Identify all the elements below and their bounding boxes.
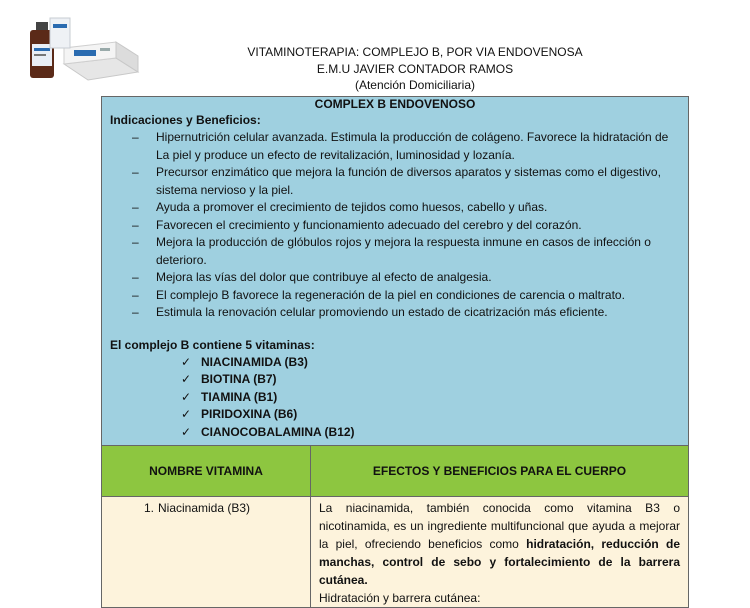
benefit-text: Favorecen el crecimiento y funcionamiento adecuado del cerebro y del corazón. (156, 217, 582, 232)
vitamin-item (110, 354, 680, 372)
table-row (102, 497, 688, 607)
dash-bullet: – (132, 287, 139, 302)
benefit-text: Mejora la producción de glóbulos rojos y mejora la respuesta inmune en casos de infección o deterioro. (156, 235, 651, 267)
content-table (101, 96, 689, 608)
benefit-text: Ayuda a promover el crecimiento de tejidos como huesos, cabello y uñas. (156, 200, 548, 214)
effects-text-bold: hidratación, reducción de manchas, control de sebo y fortalecimiento de la barrera cutánea. (319, 537, 680, 587)
benefit-text: Precursor enzimático que mejora la función de diversos aparatos y sistemas como el digestivo, sistema nervioso y la piel. (156, 165, 661, 197)
small-box (50, 18, 70, 48)
document-header (100, 44, 730, 94)
benefit-item (110, 164, 680, 199)
check-icon: ✓ (181, 389, 192, 404)
vitamin-name: PIRIDOXINA (B6) (201, 407, 298, 421)
row-vitamin-name: Niacinamida (B3) (158, 501, 251, 515)
vitamin-name-cell (102, 497, 311, 607)
benefits-list (110, 129, 680, 322)
benefit-item (110, 199, 680, 217)
dash-bullet: – (132, 165, 139, 179)
header-title: VITAMINOTERAPIA: COMPLEJO B, POR VIA ENDOVENOSA (247, 45, 583, 59)
row-number: 1. (143, 501, 154, 515)
indications-heading: Indicaciones y Beneficios: (110, 113, 261, 127)
benefit-item (110, 129, 680, 164)
section-title: COMPLEX B ENDOVENOSO (314, 97, 476, 111)
table-header-row (102, 445, 688, 497)
dash-bullet: – (132, 270, 139, 284)
check-icon: ✓ (181, 407, 192, 421)
benefit-item (110, 269, 680, 287)
check-icon: ✓ (181, 424, 192, 439)
vitamin-name: NIACINAMIDA (B3) (201, 354, 308, 369)
dash-bullet: – (132, 217, 139, 232)
benefit-text: El complejo B favorece la regeneración de la piel en condiciones de carencia o maltrato. (156, 287, 625, 302)
header-subtitle: (Atención Domiciliaria) (354, 78, 476, 92)
benefit-item (110, 217, 680, 235)
vitamin-name: TIAMINA (B1) (201, 389, 278, 404)
benefit-item (110, 287, 680, 305)
vitamins-heading: El complejo B contiene 5 vitaminas: (110, 337, 315, 352)
effects-subheading: Hidratación y barrera cutánea: (319, 591, 481, 605)
effects-text: La niacinamida, también conocida como vitamina B3 o nicotinamida, es un ingrediente multifuncional que ayuda a mejorar la piel, ofreciendo beneficios como (319, 501, 680, 551)
dash-bullet: – (132, 200, 139, 214)
col-header-vitamin: NOMBRE VITAMINA (102, 446, 311, 496)
check-icon: ✓ (181, 354, 192, 369)
vitamin-item (110, 371, 680, 389)
benefit-text: Hipernutrición celular avanzada. Estimula la producción de colágeno. Favorece la hidratación de La piel y produce un efecto de revitalización, luminosidad y lozanía. (156, 130, 669, 162)
benefit-item (110, 234, 680, 269)
col-header-effects: EFECTOS Y BENEFICIOS PARA EL CUERPO (372, 464, 627, 478)
effects-cell (311, 497, 688, 607)
dash-bullet: – (132, 305, 139, 319)
vitamin-name: CIANOCOBALAMINA (B12) (201, 424, 355, 439)
vitamin-item (110, 406, 680, 424)
dash-bullet: – (132, 130, 139, 144)
vitamin-item (110, 424, 680, 442)
vitamin-item (110, 389, 680, 407)
header-author: E.M.U JAVIER CONTADOR RAMOS (316, 61, 514, 76)
vitamin-name: BIOTINA (B7) (201, 372, 277, 386)
benefit-text: Estimula la renovación celular promoviendo un estado de cicatrización más eficiente. (156, 305, 608, 319)
vitamins-list (110, 354, 680, 442)
check-icon: ✓ (181, 372, 192, 386)
dash-bullet: – (132, 235, 139, 249)
complex-b-section (102, 97, 688, 445)
benefit-item (110, 304, 680, 322)
benefit-text: Mejora las vías del dolor que contribuye al efecto de analgesia. (156, 270, 492, 284)
